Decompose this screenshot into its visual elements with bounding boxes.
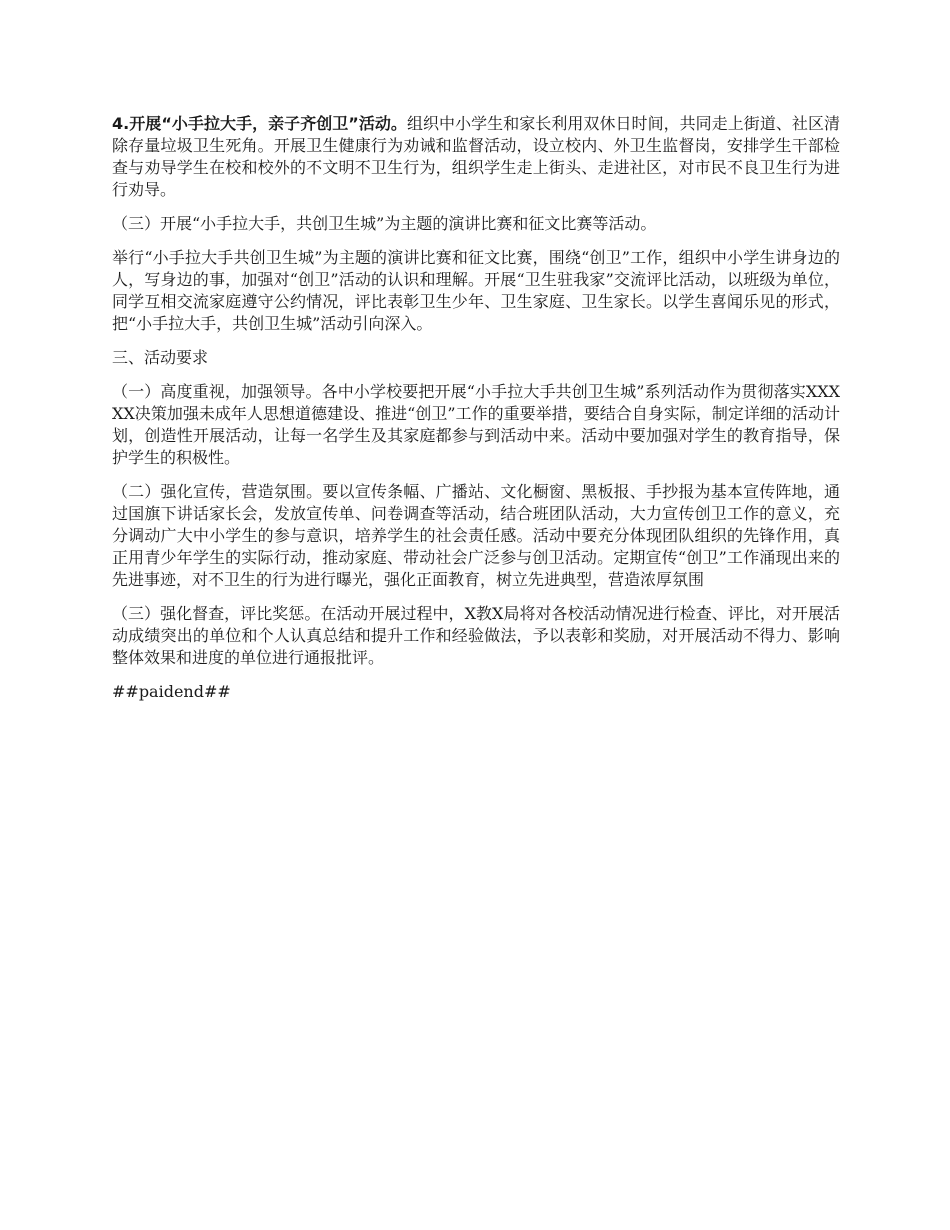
paragraph-requirement-3: （三）强化督查，评比奖惩。在活动开展过程中，X教X局将对各校活动情况进行检查、评比，对开展活动成绩突出的单位和个人认真总结和提升工作和经验做法，予以表彰和奖励，对开展活动不得力、影响整体效果和进度的单位进行通报批评。	[112, 604, 840, 667]
paragraph-activity-4	[112, 113, 840, 201]
paragraph-subheading-3: （三）开展“小手拉大手，共创卫生城”为主题的演讲比赛和征文比赛等活动。	[112, 214, 657, 233]
paragraph-heading: 4.开展“小手拉大手，亲子齐创卫”活动。	[112, 114, 407, 133]
paragraph-requirement-2: （二）强化宣传，营造氛围。要以宣传条幅、广播站、文化橱窗、黑板报、手抄报为基本宣传阵地，通过国旗下讲话家长会，发放宣传单、问卷调查等活动，结合班团队活动，大力宣传创卫工作的意义，充分调动广大中小学生的参与意识，培养学生的社会责任感。活动中要充分体现团队组织的先锋作用，真正用青少年学生的实际行动，推动家庭、带动社会广泛参与创卫活动。定期宣传“创卫”工作涌现出来的先进事迹，对不卫生的行为进行曝光，强化正面教育，树立先进典型，营造浓厚氛围	[112, 482, 840, 589]
section-heading-requirements: 三、活动要求	[112, 348, 209, 367]
end-marker: ##paidend##	[112, 682, 231, 701]
paragraph-requirement-1: （一）高度重视，加强领导。各中小学校要把开展“小手拉大手共创卫生城”系列活动作为贯彻落实XXXXX决策加强未成年人思想道德建设、推进“创卫”工作的重要举措，要结合自身实际，制定详细的活动计划，创造性开展活动，让每一名学生及其家庭都参与到活动中来。活动中要加强对学生的教育指导，保护学生的积极性。	[112, 382, 840, 467]
document-page	[112, 113, 840, 703]
paragraph-body: 组织中小学生和家长利用双休日时间，共同走上街道、社区清除存量垃圾卫生死角。开展卫生健康行为劝诫和监督活动，设立校内、外卫生监督岗，安排学生干部检查与劝导学生在校和校外的不文明不卫生行为，组织学生走上街头、走进社区，对市民不良卫生行为进行劝导。	[112, 114, 840, 199]
paragraph-speech-contest: 举行“小手拉大手共创卫生城”为主题的演讲比赛和征文比赛，围绕“创卫”工作，组织中小学生讲身边的人，写身边的事，加强对“创卫”活动的认识和理解。开展“卫生驻我家”交流评比活动，以班级为单位，同学互相交流家庭遵守公约情况，评比表彰卫生少年、卫生家庭、卫生家长。以学生喜闻乐见的形式，把“小手拉大手，共创卫生城”活动引向深入。	[112, 248, 840, 333]
